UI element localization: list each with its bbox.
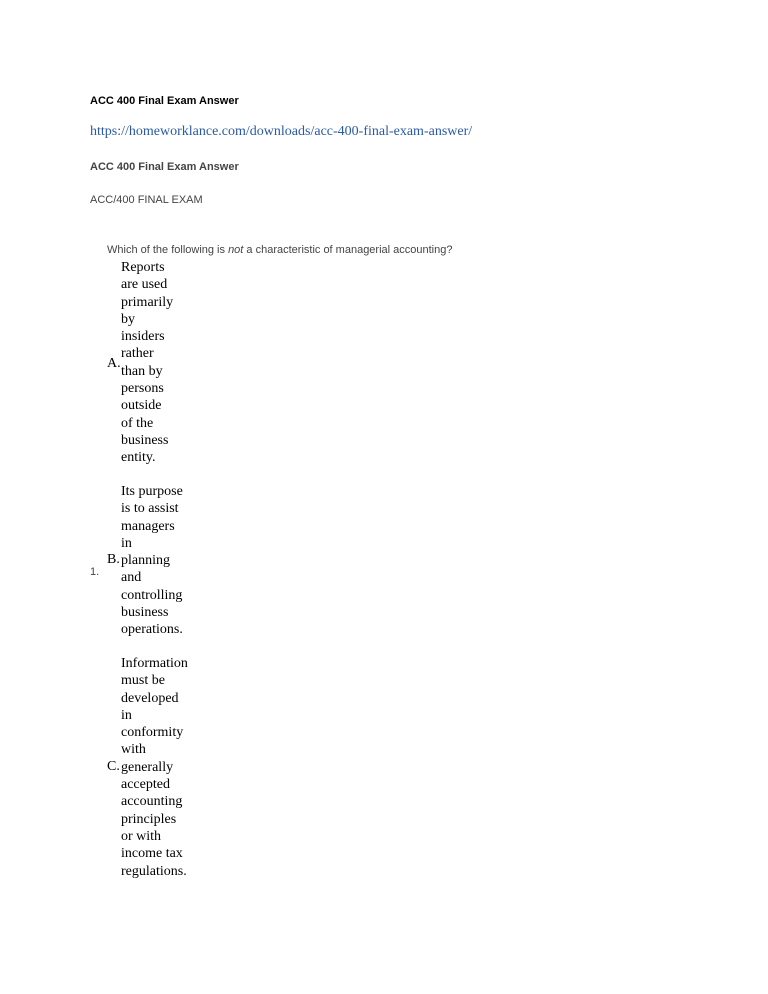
exam-label: ACC/400 FINAL EXAM: [90, 194, 203, 206]
option-a-text: Reports are used primarily by insiders rather than by persons outside of the business entity.: [121, 260, 174, 466]
document-title: ACC 400 Final Exam Answer: [90, 95, 239, 107]
download-link[interactable]: https://homeworklance.com/downloads/acc-400-final-exam-answer/: [90, 124, 473, 139]
option-c-letter: C.: [107, 759, 120, 774]
question-text-before: Which of the following is: [107, 244, 229, 256]
option-b-text: Its purpose is to assist managers in planning and controlling business operations.: [121, 484, 183, 638]
option-b-letter: B.: [107, 552, 120, 567]
question-text-after: a characteristic of managerial accounting?: [243, 244, 453, 256]
question-number: 1.: [90, 566, 100, 578]
option-a-letter: A.: [107, 356, 121, 371]
option-c-text: Information must be developed in conformity with generally accepted accounting principles or with income tax regulations.: [121, 656, 188, 879]
document-subtitle: ACC 400 Final Exam Answer: [90, 161, 239, 173]
question-text: [107, 244, 452, 256]
question-emphasis: not: [228, 244, 244, 256]
